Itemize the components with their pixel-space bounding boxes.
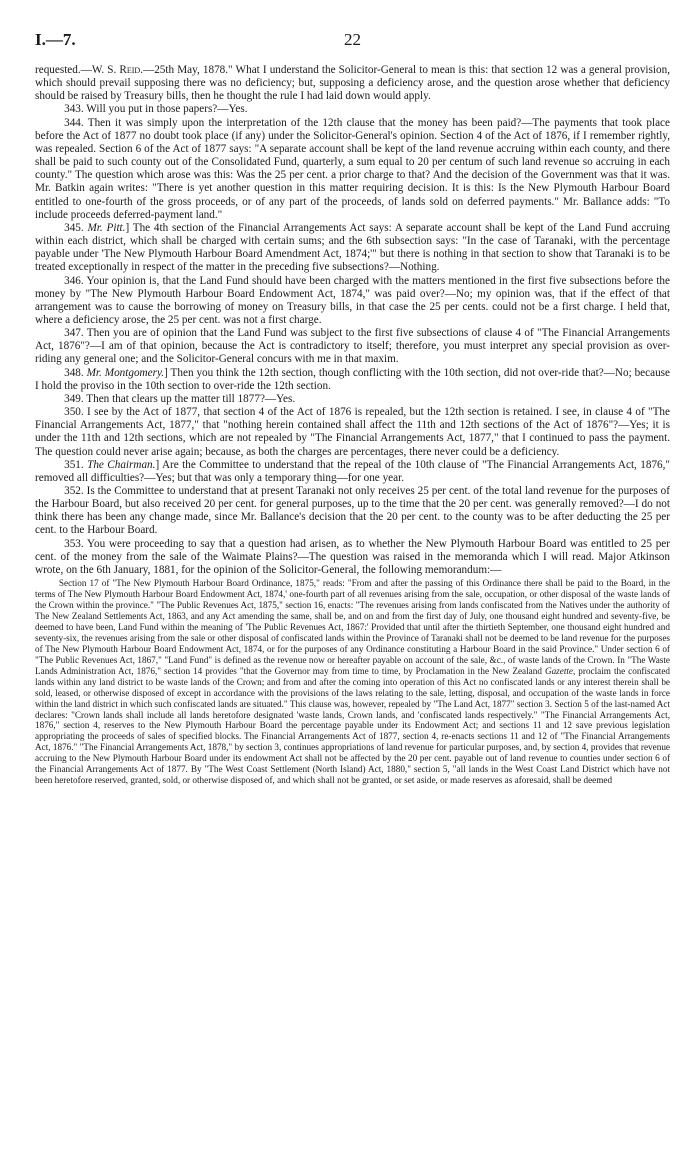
text-run: 350. I see by the Act of 1877, that section 4 of the Act of 1876 is repealed, but the 12th section is retained. I see, in clause 4 of "The Financial Arrangements Act, 1877," that "nothing herein contained shall affect the 11th and 12th sections of the Act of 1876"?—Yes; it is under the 11th and 12th sections, which are not repealed by "The Financial Arrangements Act, 1877," that I continued to pass the payment. The question could never arise again; because, as both the charges are percentages, there never could be a deficiency.: [35, 406, 670, 458]
text-run: 352. Is the Committee to understand that at present Taranaki not only receives 25 per cent. of the total land revenue for the purposes of the Harbour Board, but also received 20 per cent. for general purposes, up to the time that the 20 per cent. was generally removed?—I do not think there has been any change made, since Mr. Ballance's decision that the 20 per cent. to the county was to be after deducting the 25 per cent. to the Harbour Board.: [35, 485, 670, 537]
text-run: 343. Will you put in those papers?—Yes.: [64, 103, 248, 116]
text-run: requested.—W. S.: [35, 64, 120, 76]
evidence-paragraph-p343: [35, 103, 670, 116]
evidence-paragraph-p344: [35, 117, 670, 222]
memorandum-quote: [35, 578, 670, 786]
text-run: 345.: [64, 221, 88, 234]
speaker-name: The Chairman.: [87, 458, 156, 471]
evidence-paragraph-p349: [35, 393, 670, 406]
text-run: 351.: [64, 458, 88, 471]
speaker-name: Mr. Pitt.: [87, 221, 126, 234]
evidence-paragraph-cont: [35, 64, 670, 103]
page-number: 22: [344, 30, 361, 49]
speaker-name: Mr. Montgomery.: [86, 366, 165, 379]
evidence-paragraph-p345: [35, 222, 670, 275]
text-run: ] Then you think the 12th section, though conflicting with the 10th section, did not over-ride that?—No; because I hold the proviso in the 10th section to over-ride the 12th section.: [35, 366, 670, 392]
evidence-body: [35, 64, 670, 577]
evidence-paragraph-p347: [35, 327, 670, 366]
text-run: .—25th May, 1878." What I understand the Solicitor-General to mean is this: that section 12 was a general provision, which should prevail supposing there was no deficiency; but, supposing a deficiency arose, and the question arose whether that deficiency should be raised by Treasury bills, then he thought the rule I had laid down would apply.: [35, 64, 670, 103]
speaker-name: Gazette: [544, 665, 574, 676]
text-run: 347. Then you are of opinion that the Land Fund was subject to the first five subsections of clause 4 of "The Financial Arrangements Act, 1876"?—I am of that opinion, because the Act is contradictory to itself; therefore, you must interpret any special provision as over-riding any general one; and the Solicitor-General concurs with me in that maxim.: [35, 327, 670, 366]
text-run: , proclaim the confiscated lands within any land district to be waste lands of the Crown; and from and after the coming into operation of this Act no confiscated lands or any interest therein shall be sold, leased, or otherwise disposed of except in accordance with the provisions of the laws relating to the sale, letting, disposal, and occupation of the waste lands in force within the land district in which such confiscated lands are situated." This clause was, however, repealed by "The Land Act, 1877" section 3. Section 5 of the last-named Act declares: "Crown lands shall include all lands heretofore designated 'waste lands, Crown lands, and 'confiscated lands respectively." "The Financial Arrangements Act, 1876," section 4, reserves to the New Plymouth Harbour Board the percentage payable under its Endowment Act; and sections 11 and 12 save previous legislation appropriating the proceeds of sales of specified blocks. The Financial Arrangements Act of 1877, section 4, re-enacts sections 11 and 12 of "The Financial Arrangements Act, 1876." "The Financial Arrangements Act, 1878," by section 3, continues appropriations of land revenue for particular purposes, and, by section 4, provides that revenue accruing to the New Plymouth Harbour Board under its endowment Act shall not be affected by the 20 per cent. payable out of land revenue to counties under section 6 of the Financial Arrangements Act of 1877. By "The West Coast Settlement (North Island) Act, 1880," section 5, "all lands in the West Coast Land District which have not been heretofore reserved, granted, sold, or otherwise disposed of, and which shall not be granted, or set aside, or made reserves as aforesaid, shall be deemed: [35, 665, 670, 786]
evidence-paragraph-p351: [35, 459, 670, 485]
text-run: 348.: [64, 366, 87, 379]
evidence-paragraph-p346: [35, 275, 670, 328]
text-run: 346. Your opinion is, that the Land Fund should have been charged with the matters mentioned in the first five subsections before the money by "The New Plymouth Harbour Board Endowment Act, 1874," was paid over?—No; my opinion was, that if the effect of that arrangement was to cause the borrowing of money on Treasury bills, in that case the 25 per cents. could not be a first charge. I held that, where a deficiency arose, the 25 per cent. was not a first charge.: [35, 274, 670, 326]
text-run: ] The 4th section of the Financial Arrangements Act says: A separate account shall be kept of the Land Fund accruing within each district, which shall be charged with certain sums; and the 6th subsection says: "In the case of Taranaki, with the percentage payable under 'The New Plymouth Harbour Board Amendment Act, 1874;'" but there is nothing in that section to show that Taranaki is to be treated exceptionally in respect of the matter in the preceding five subsections?—Nothing.: [35, 221, 671, 274]
memorandum-paragraph: [35, 578, 670, 786]
text-run: 344. Then it was simply upon the interpretation of the 12th clause that the money has been paid?—The payments that took place before the Act of 1877 no doubt took place (if any) under the Solicitor-General's opinion. Section 4 of the Act of 1876, if I remember rightly, was repealed. Section 6 of the Act of 1877 says: "A separate account shall be kept of the land revenue accruing within each county, and there shall be paid to such county out of the Consolidated Fund, quarterly, a sum equal to 20 per centum of such land revenue so accruing in each county." The question which arose was this: Was the 25 per cent. a prior charge to that? And the decision of the Government was that it was. Mr. Batkin again writes: "There is yet another question in this matter requiring decision. It is this: Is the New Plymouth Harbour Board entitled to one-fourth of the gross proceeds, or of any part of the proceeds, of lands sold on deferred payments." Mr. Ballance adds: "To include proceeds deferred-payment land.": [35, 116, 670, 221]
text-run: ] Are the Committee to understand that the repeal of the 10th clause of "The Financial Arrangements Act, 1876," removed all difficulties?—Yes; but that was only a temporary thing—for one year.: [35, 458, 670, 484]
page-header: [35, 30, 670, 64]
text-run: Section 17 of "The New Plymouth Harbour Board Ordinance, 1875," reads: "From and after the passing of this Ordinance there shall be paid to the Board, in the terms of The New Plymouth Harbour Board Endowment Act, 1874,' one-fourth part of all revenues arising from the sale, occupation, or other disposal of the waste lands of the Crown within the province." "The Public Revenues Act, 1875," section 16, enacts: "The revenues arising from lands confiscated from the Natives under the authority of The New Zealand Settlements Act, 1863, and any Act amending the same, shall be, and on and from the first day of July, one thousand eight hundred and seventy-five, be deemed to have been, Land Fund within the meaning of 'The Public Revenues Act, 1867:' Provided that until after the thirtieth September, one thousand eight hundred and seventy-six, the revenues arising from the sale or other disposal of confiscated lands within the Province of Taranaki shall not be deemed to be land revenue for the purposes of The New Plymouth Harbour Board Endowment Act, 1874, or for the purposes of any Ordinance constituting a Harbour Board in the said Province." Under section 6 of "The Public Revenues Act, 1867," "Land Fund" is defined as the revenue now or hereafter payable on account of the sale, &c., of waste lands of the Crown. In "The Waste Lands Administration Act, 1876," section 14 provides "that the Governor may from time to time, by Proclamation in the New Zealand: [35, 578, 670, 676]
section-reference: I.—7.: [35, 30, 76, 49]
evidence-paragraph-p353: [35, 538, 670, 577]
evidence-paragraph-p352: [35, 485, 670, 538]
signatory-name: Reid: [119, 64, 141, 76]
evidence-paragraph-p348: [35, 367, 670, 393]
evidence-paragraph-p350: [35, 406, 670, 459]
text-run: 349. Then that clears up the matter till 1877?—Yes.: [64, 392, 296, 405]
text-run: 353. You were proceeding to say that a question had arisen, as to whether the New Plymouth Harbour Board was entitled to 25 per cent. of the money from the sale of the Waimate Plains?—The question was raised in the memoranda which I will read. Major Atkinson wrote, on the 6th January, 1881, for the opinion of the Solicitor-General, the following memorandum:—: [35, 537, 670, 576]
